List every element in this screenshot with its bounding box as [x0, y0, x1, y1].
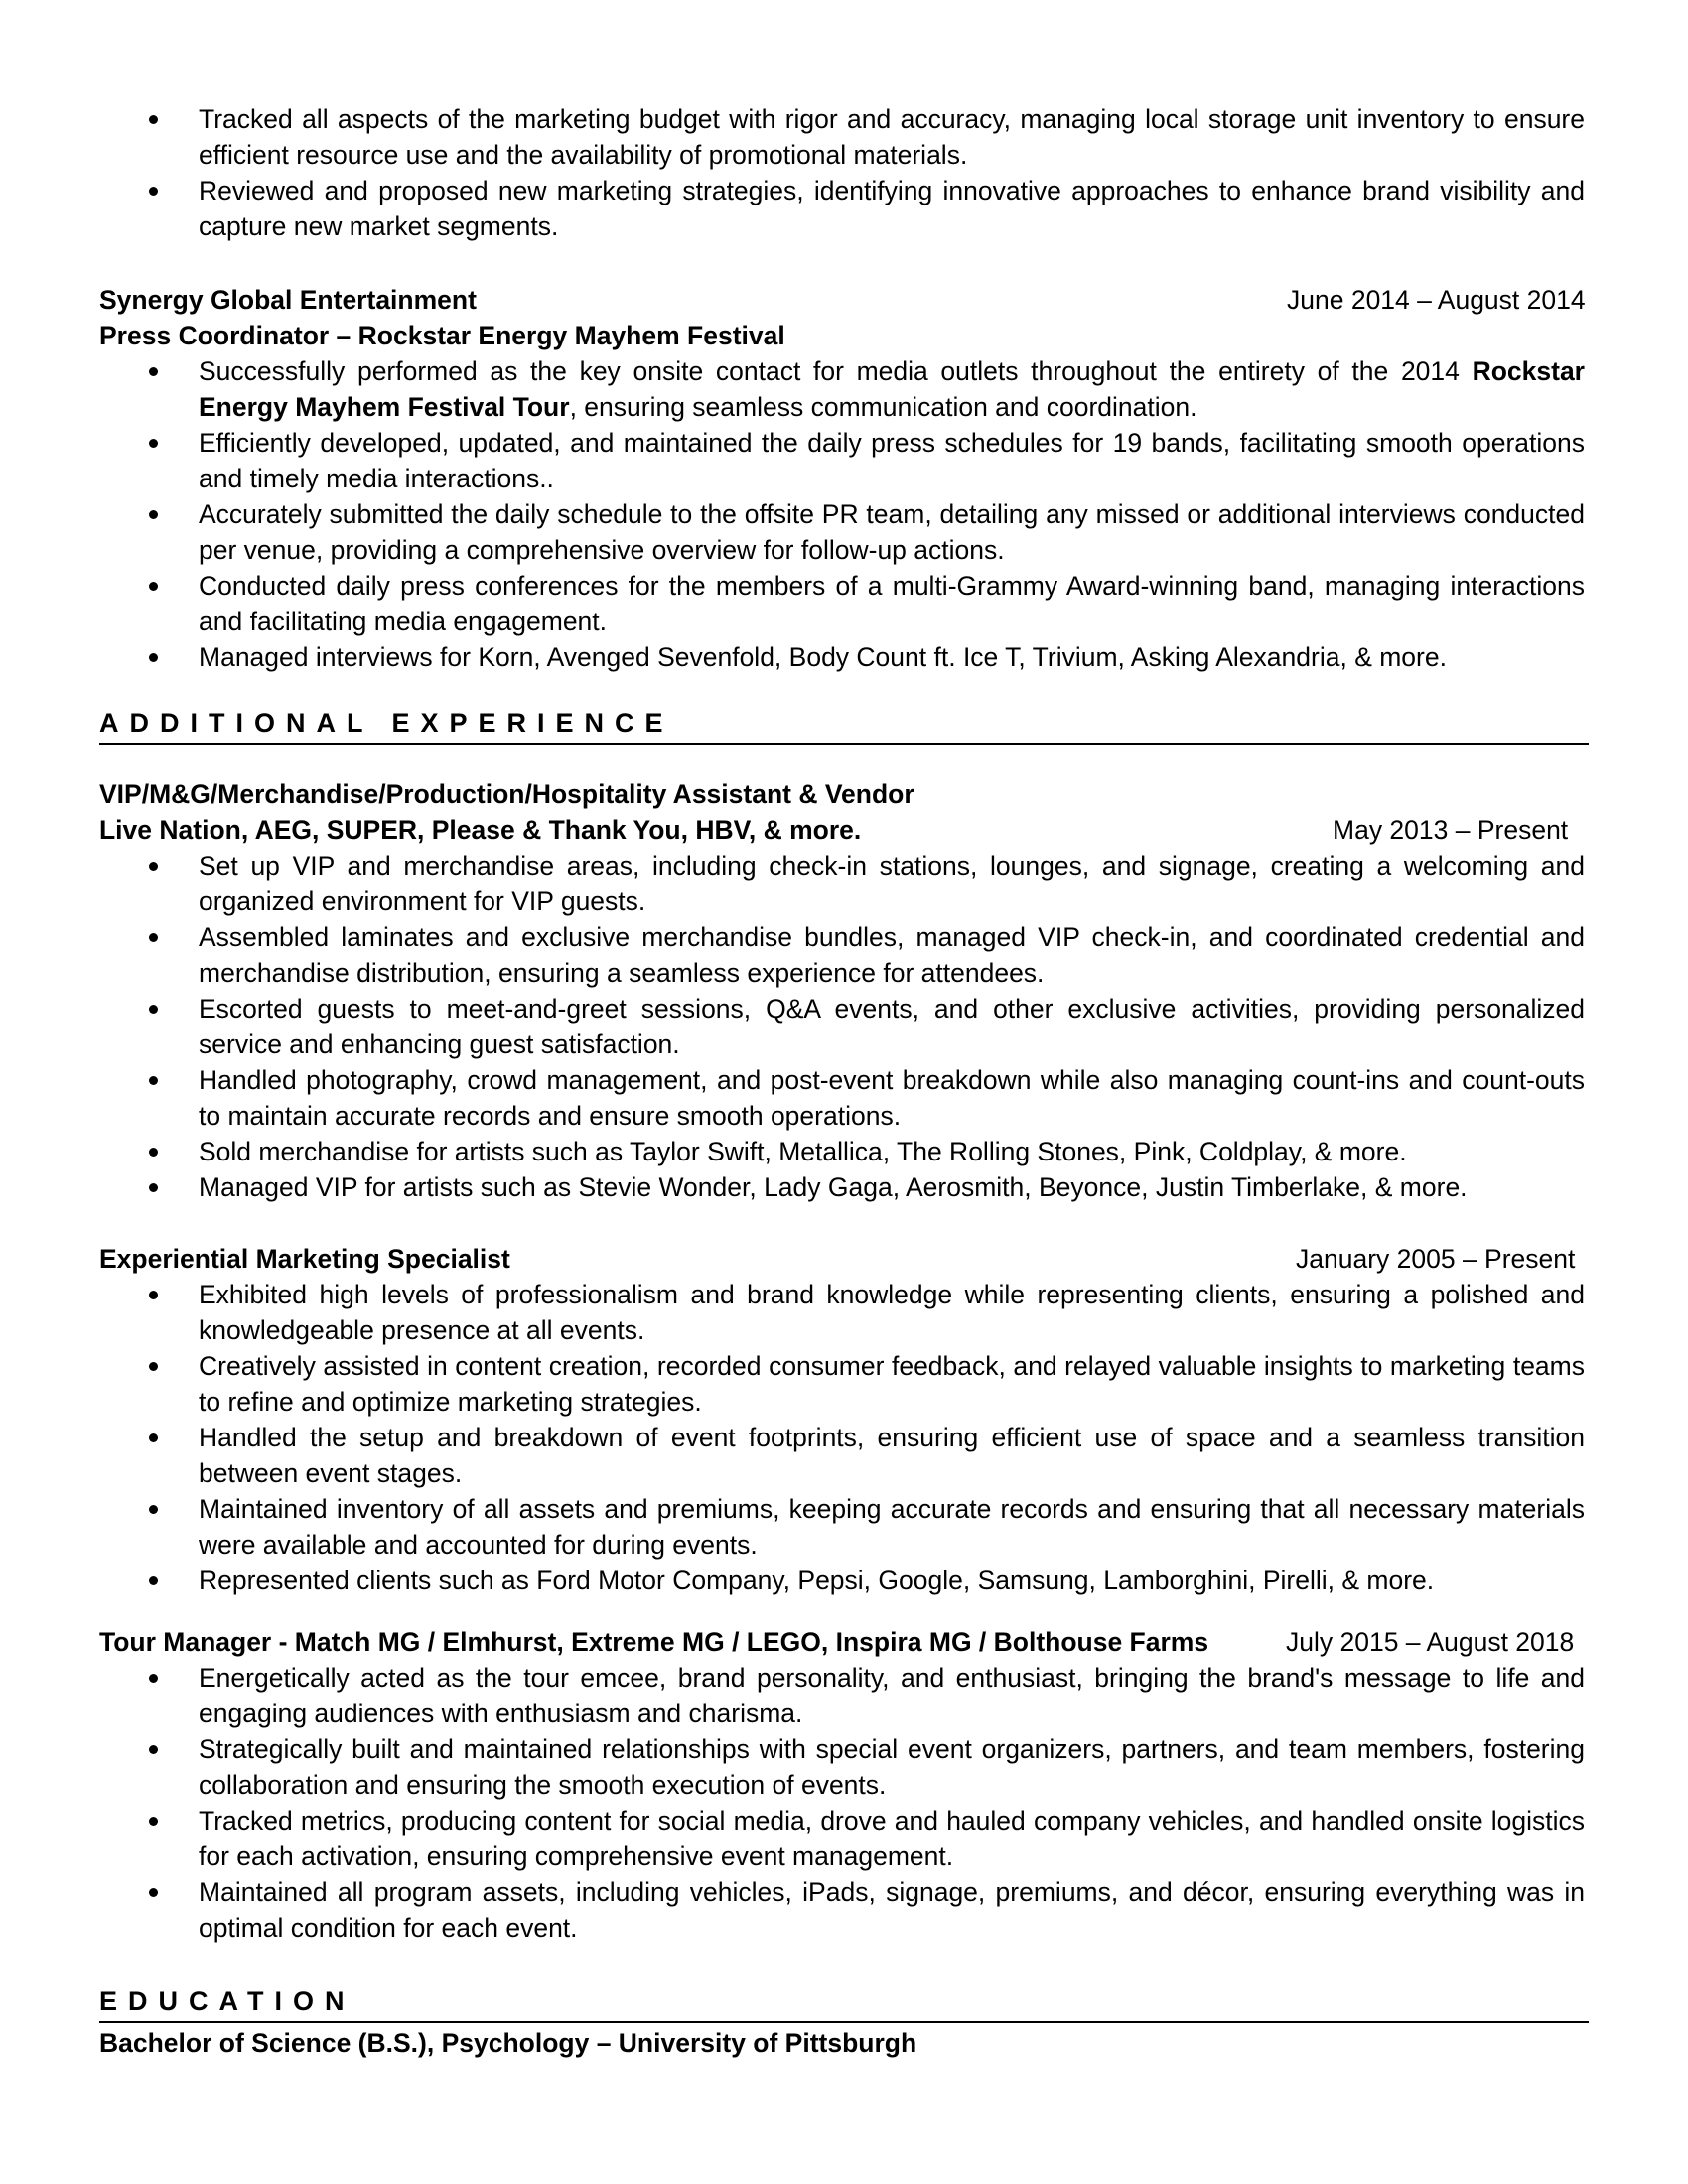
bullet-dot	[149, 439, 158, 448]
job-dates: June 2014 – August 2014	[1287, 285, 1586, 315]
previous-job-bullets	[99, 101, 1589, 244]
list-item: Strategically built and maintained relationships with special event organizers, partners, and team members, fostering collaboration and ensuring the smooth execution of events.	[99, 1731, 1589, 1803]
job-companies: Live Nation, AEG, SUPER, Please & Thank You, HBV, & more. May 2013 – Present	[99, 812, 1589, 848]
job-header	[99, 282, 1589, 318]
vip-job	[99, 776, 1589, 1205]
experiential-job	[99, 1241, 1589, 1598]
list-item: Efficiently developed, updated, and maintained the daily press schedules for 19 bands, facilitating smooth operations and timely media interactions..	[99, 425, 1589, 496]
bullet-dot	[149, 1183, 158, 1192]
job-dates: May 2013 – Present	[1333, 815, 1569, 845]
list-item: Successfully performed as the key onsite contact for media outlets throughout the entirety of the 2014 Rockstar Energy Mayhem Festival Tour, ensuring seamless communication and coordination.	[99, 353, 1589, 425]
bullet-dot	[149, 187, 158, 196]
list-item: Escorted guests to meet-and-greet sessions, Q&A events, and other exclusive activities, providing personalized service and enhancing guest satisfaction.	[99, 991, 1589, 1062]
list-item: Sold merchandise for artists such as Taylor Swift, Metallica, The Rolling Stones, Pink, Coldplay, & more.	[99, 1134, 1589, 1169]
list-item: Reviewed and proposed new marketing strategies, identifying innovative approaches to enhance brand visibility and capture new market segments.	[99, 173, 1589, 244]
list-item: Maintained all program assets, including vehicles, iPads, signage, premiums, and décor, ensuring everything was in optimal condition for each event.	[99, 1874, 1589, 1946]
bullet-dot	[149, 1433, 158, 1442]
job-dates: January 2005 – Present	[1296, 1244, 1576, 1274]
bullet-dot	[149, 367, 158, 376]
education-section	[99, 1983, 1589, 2061]
list-item: Tracked metrics, producing content for social media, drove and hauled company vehicles, and handled onsite logistics for each activation, ensuring comprehensive event management.	[99, 1803, 1589, 1874]
bullet-dot	[149, 1005, 158, 1014]
job-title: Tour Manager - Match MG / Elmhurst, Extreme MG / LEGO, Inspira MG / Bolthouse Farms	[99, 1627, 1209, 1657]
additional-experience-section	[99, 705, 1589, 745]
job-title: Experiential Marketing Specialist	[99, 1244, 510, 1274]
list-item: Tracked all aspects of the marketing budget with rigor and accuracy, managing local storage unit inventory to ensure efficient resource use and the availability of promotional materials.	[99, 101, 1589, 173]
list-item: Handled the setup and breakdown of event footprints, ensuring efficient use of space and a seamless transition between event stages.	[99, 1420, 1589, 1491]
list-item: Accurately submitted the daily schedule to the offsite PR team, detailing any missed or additional interviews conducted per venue, providing a comprehensive overview for follow-up actions.	[99, 496, 1589, 568]
list-item: Represented clients such as Ford Motor Company, Pepsi, Google, Samsung, Lamborghini, Pirelli, & more.	[99, 1563, 1589, 1598]
bullet-dot	[149, 1362, 158, 1371]
synergy-job	[99, 282, 1589, 675]
bullet-dot	[149, 1745, 158, 1754]
bullet-dot	[149, 653, 158, 662]
section-title-additional-experience: ADDITIONAL EXPERIENCE	[99, 705, 1589, 745]
bullet-dot	[149, 1817, 158, 1826]
bullet-dot	[149, 933, 158, 942]
bullet-dot	[149, 1076, 158, 1085]
company-name: Synergy Global Entertainment	[99, 285, 477, 315]
job-title: VIP/M&G/Merchandise/Production/Hospitality Assistant & Vendor	[99, 779, 914, 809]
bullet-dot	[149, 1505, 158, 1514]
bullet-dot	[149, 1148, 158, 1157]
tour-manager-job	[99, 1624, 1589, 1946]
list-item: Energetically acted as the tour emcee, brand personality, and enthusiast, bringing the brand's message to life and engaging audiences with enthusiasm and charisma.	[99, 1660, 1589, 1731]
job-title: Press Coordinator – Rockstar Energy Mayhem Festival	[99, 321, 785, 350]
list-item: Handled photography, crowd management, and post-event breakdown while also managing count-ins and count-outs to maintain accurate records and ensure smooth operations.	[99, 1062, 1589, 1134]
bullet-dot	[149, 1674, 158, 1683]
list-item: Managed interviews for Korn, Avenged Sevenfold, Body Count ft. Ice T, Trivium, Asking Alexandria, & more.	[99, 639, 1589, 675]
list-item: Set up VIP and merchandise areas, including check-in stations, lounges, and signage, creating a welcoming and organized environment for VIP guests.	[99, 848, 1589, 919]
list-item: Exhibited high levels of professionalism and brand knowledge while representing clients, ensuring a polished and knowledgeable presence at all events.	[99, 1277, 1589, 1348]
list-item: Assembled laminates and exclusive merchandise bundles, managed VIP check-in, and coordinated credential and merchandise distribution, ensuring a seamless experience for attendees.	[99, 919, 1589, 991]
section-title-education: EDUCATION	[99, 1983, 1589, 2023]
job-dates: July 2015 – August 2018	[1286, 1627, 1575, 1657]
list-item: Managed VIP for artists such as Stevie Wonder, Lady Gaga, Aerosmith, Beyonce, Justin Timberlake, & more.	[99, 1169, 1589, 1205]
bullet-dot	[149, 115, 158, 124]
degree: Bachelor of Science (B.S.), Psychology – University of Pittsburgh	[99, 2028, 917, 2058]
bullet-dot	[149, 1576, 158, 1585]
bullet-dot	[149, 862, 158, 871]
bullet-dot	[149, 510, 158, 519]
job-header	[99, 1241, 1589, 1277]
bullet-dot	[149, 1888, 158, 1897]
bullet-dot	[149, 1291, 158, 1299]
bullet-dot	[149, 582, 158, 591]
list-item: Maintained inventory of all assets and premiums, keeping accurate records and ensuring that all necessary materials were available and accounted for during events.	[99, 1491, 1589, 1563]
list-item: Creatively assisted in content creation, recorded consumer feedback, and relayed valuable insights to marketing teams to refine and optimize marketing strategies.	[99, 1348, 1589, 1420]
list-item: Conducted daily press conferences for the members of a multi-Grammy Award-winning band, managing interactions and facilitating media engagement.	[99, 568, 1589, 639]
job-header	[99, 1624, 1589, 1660]
